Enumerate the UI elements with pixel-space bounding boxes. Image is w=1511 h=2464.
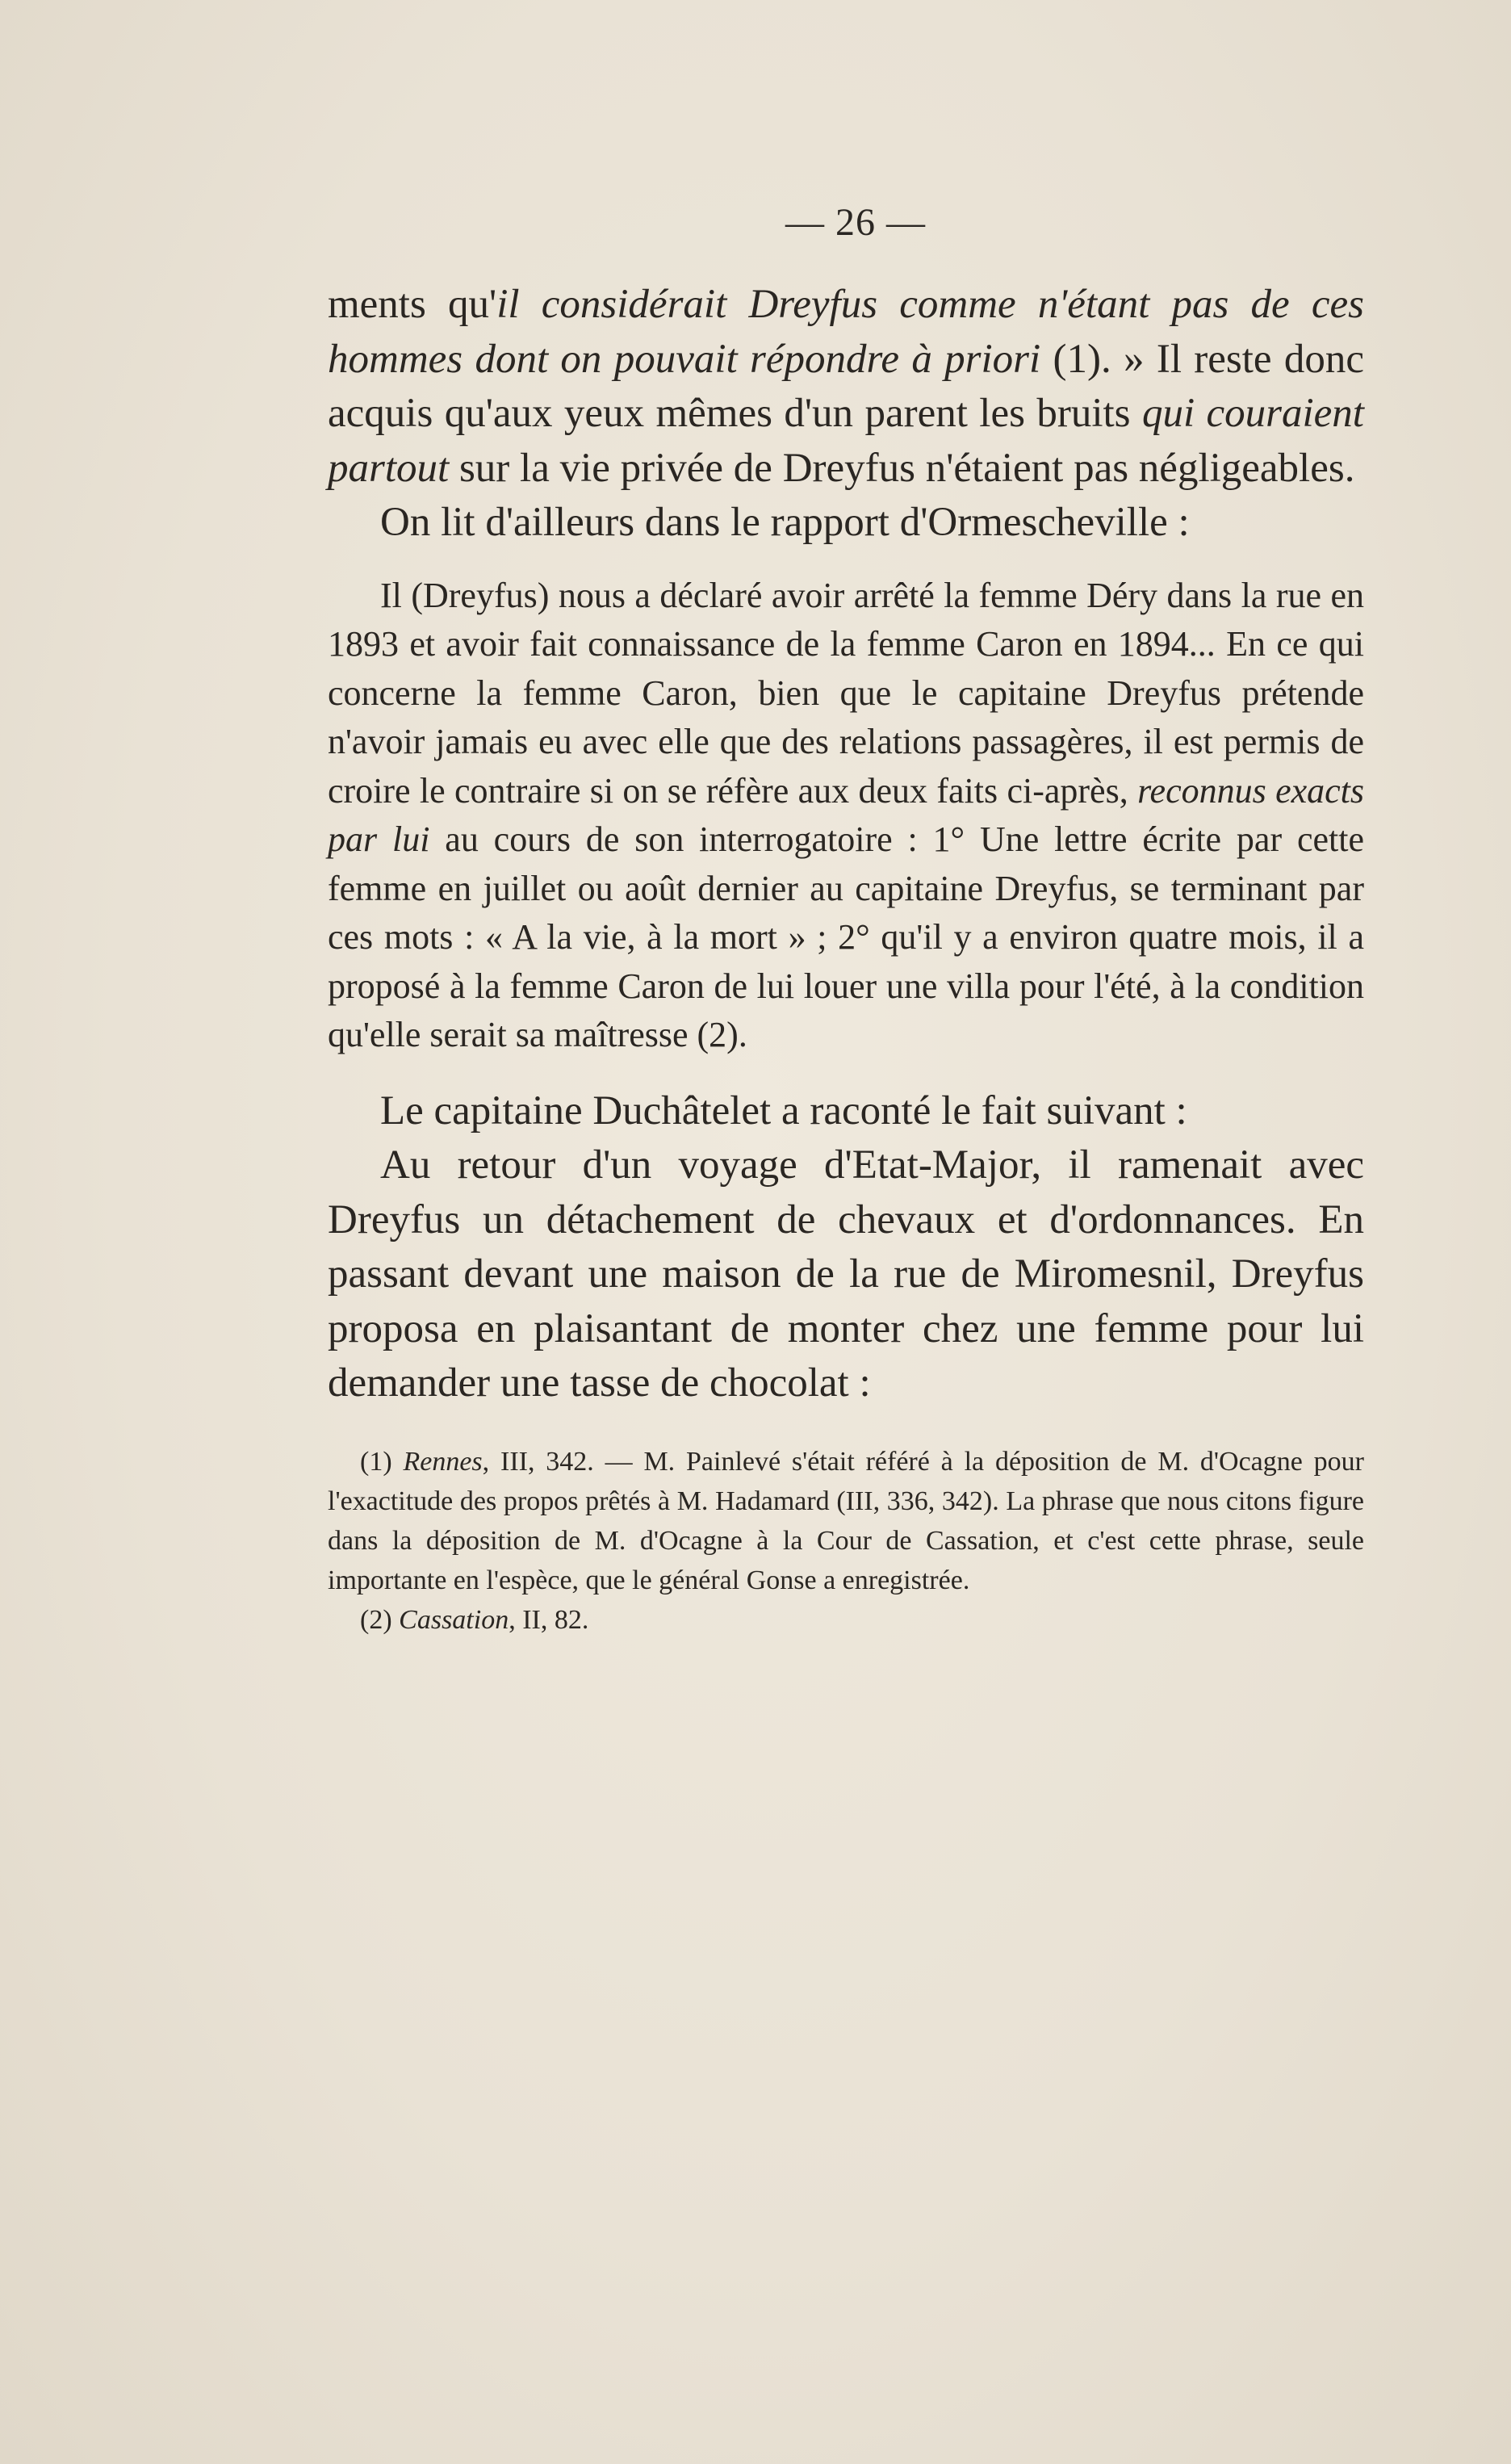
footnote-marker: (1): [360, 1446, 404, 1477]
quote-text: au cours de son interrogatoire : 1° Une lettre écrite par cette femme en juillet ou août dernier au capitaine Dreyfus, se terminant par ces mots : « A la vie, à la mort » ; 2° qu'il y a environ quatre mois, il a proposé à la femme Caron de lui louer une villa pour l'été, à la condition qu'elle serait sa maîtresse (2).: [328, 819, 1364, 1054]
italic-run: qui couraient partout: [328, 391, 1364, 491]
footnote-1: [328, 1442, 1364, 1600]
paragraph-voyage: Au retour d'un voyage d'Etat-Major, il ramenait avec Dreyfus un détachement de chevaux et d'ordonnances. En passant devant une maison de la rue de Miromesnil, Dreyfus proposa en plaisantant de monter chez une femme pour lui demander une tasse de chocolat :: [328, 1142, 1364, 1406]
footnote-2: [328, 1600, 1364, 1640]
page-number: — 26 —: [785, 201, 926, 244]
footnote-source: Rennes: [403, 1446, 483, 1477]
paragraph-duchatelet: Le capitaine Duchâtelet a raconté le fait suivant :: [380, 1087, 1187, 1134]
page-body: [328, 278, 1364, 1640]
footnote-text: , III, 342. — M. Painlevé s'était référé à la déposition de M. d'Ocagne pour l'exactitude des propos prêtés à M. Hadamard (III, 336, 342). La phrase que nous citons figure dans la déposition de M. d'Ocagne à la Cour de Cassation, et c'est cette phrase, seule importante en l'espèce, que le général Gonse a enregistrée.: [328, 1446, 1364, 1595]
text-run: (1). » Il reste donc acquis qu'aux yeux mêmes d'un parent les bruits: [328, 336, 1365, 436]
block-quote: [328, 572, 1364, 1060]
footnote-source: Cassation: [399, 1604, 509, 1635]
quote-text: Il (Dreyfus) nous a déclaré avoir arrêté la femme Déry dans la rue en 1893 et avoir fait connaissance de la femme Caron en 1894... En ce qui concerne la femme Caron, bien que le capitaine Dreyfus prétende n'avoir jamais eu avec elle que des relations passagères, il est permis de croire le contraire si on se réfère aux deux faits ci-après,: [328, 575, 1364, 811]
text-run: ments qu': [328, 282, 497, 327]
paragraph-continuation: [328, 278, 1364, 496]
footnote-marker: (2): [360, 1604, 400, 1635]
text-run: sur la vie privée de Dreyfus n'étaient pas négligeables.: [449, 445, 1355, 491]
footnotes: [328, 1442, 1364, 1640]
paragraph-intro-quote: On lit d'ailleurs dans le rapport d'Ormescheville :: [380, 500, 1190, 545]
footnote-text: , II, 82.: [509, 1604, 589, 1635]
quote-italic: reconnus exacts par lui: [328, 770, 1365, 859]
italic-run: il considérait Dreyfus comme n'étant pas de ces hommes dont on pouvait répondre à priori: [328, 282, 1365, 382]
